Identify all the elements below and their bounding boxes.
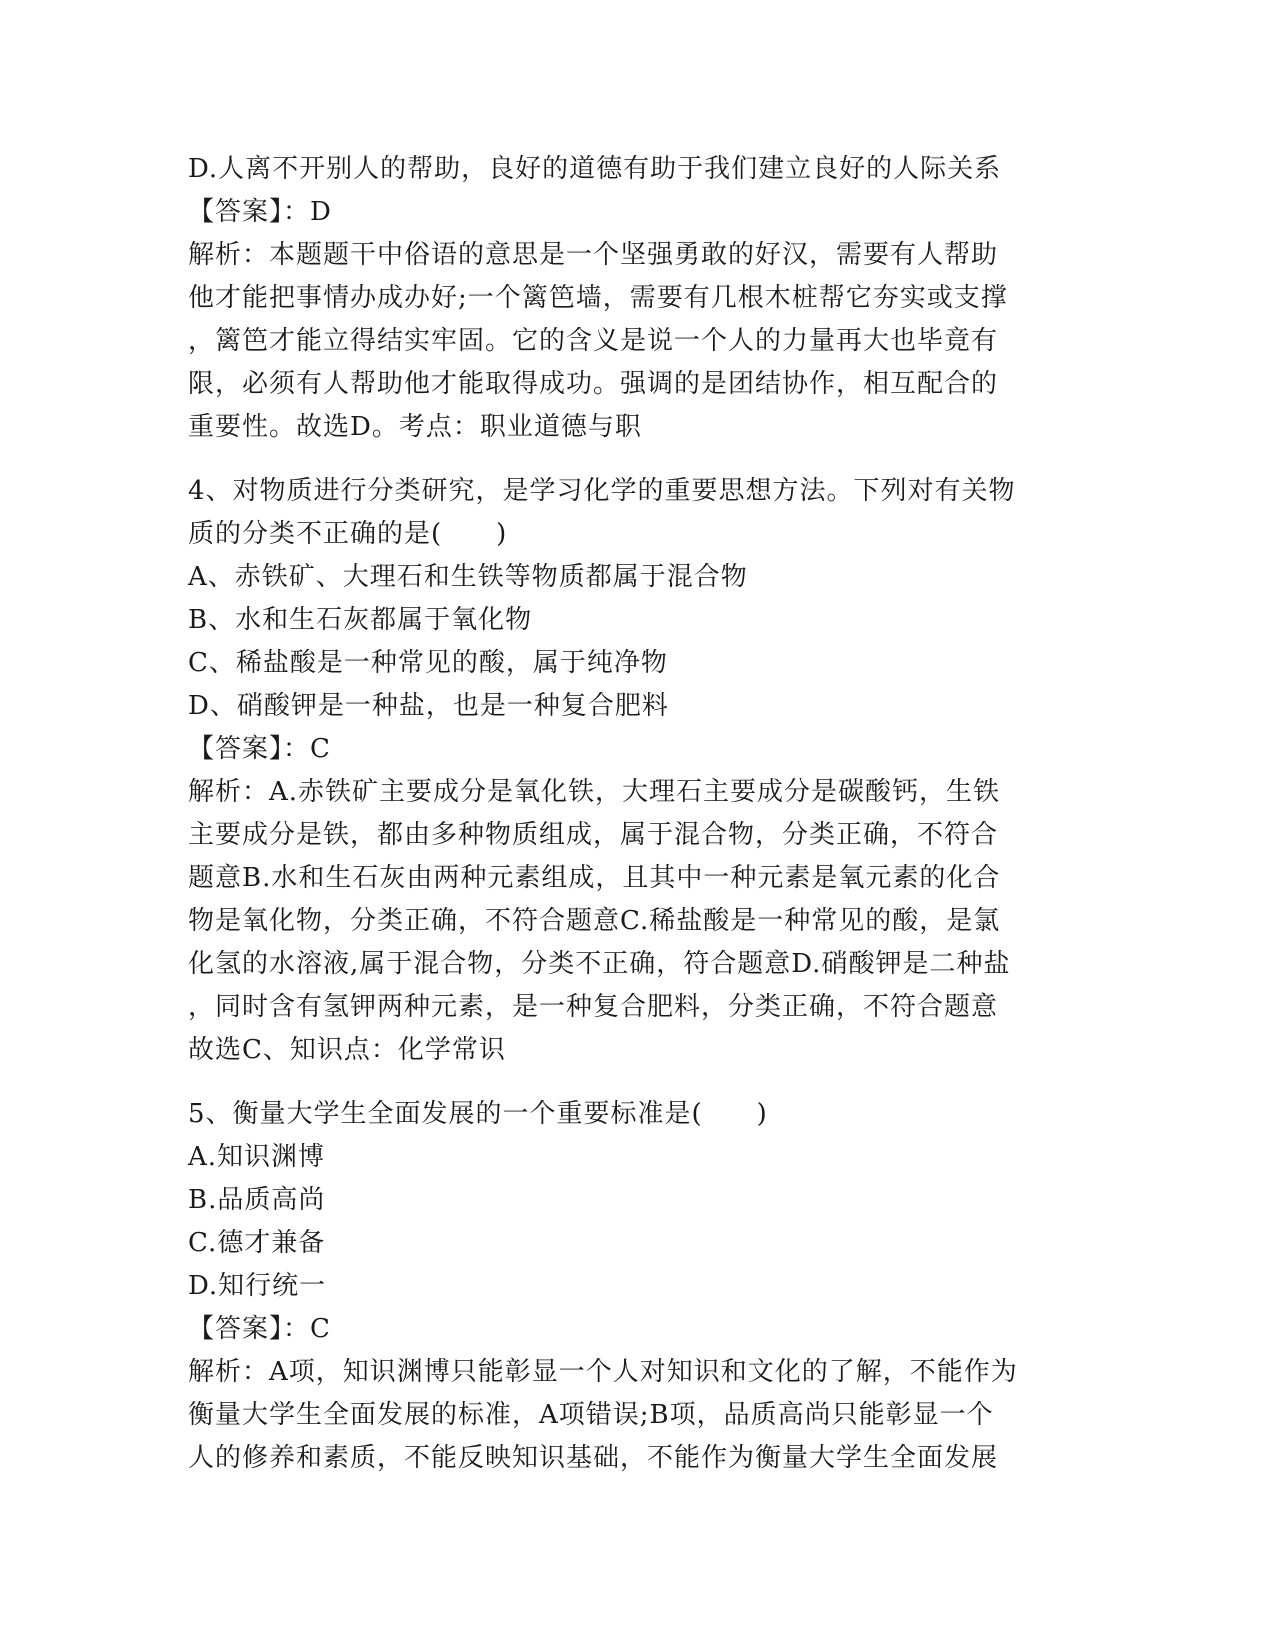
answer-label: 【答案】：C	[188, 734, 331, 764]
option-d: D、硝酸钾是一种盐，也是一种复合肥料	[188, 691, 669, 721]
option-d: D.人离不开别人的帮助，良好的道德有助于我们建立良好的人际关系	[188, 154, 1002, 184]
answer-label: 【答案】：C	[188, 1314, 331, 1344]
option-b: B、水和生石灰都属于氧化物	[188, 605, 533, 635]
document-page	[188, 148, 1088, 1480]
option-a: A.知识渊博	[188, 1142, 326, 1172]
answer-label: 【答案】：D	[188, 197, 332, 227]
analysis-line: 限，必须有人帮助他才能取得成功。强调的是团结协作，相互配合的	[188, 369, 999, 399]
analysis-line: 故选C、知识点：化学常识	[188, 1035, 506, 1065]
analysis-line: 解析：A.赤铁矿主要成分是氧化铁，大理石主要成分是碳酸钙，生铁	[188, 777, 1001, 807]
analysis-line: 解析：本题题干中俗语的意思是一个坚强勇敢的好汉，需要有人帮助	[188, 240, 999, 270]
question-stem: 5、衡量大学生全面发展的一个重要标准是( )	[188, 1099, 768, 1129]
option-b: B.品质高尚	[188, 1185, 326, 1215]
paragraph-gap	[188, 449, 1088, 470]
question-4	[188, 470, 1088, 1072]
analysis-line: ，同时含有氢钾两种元素，是一种复合肥料，分类正确，不符合题意	[188, 992, 999, 1022]
analysis-line: 物是氧化物，分类正确，不符合题意C.稀盐酸是一种常见的酸，是氯	[188, 906, 1001, 936]
option-c: C、稀盐酸是一种常见的酸，属于纯净物	[188, 648, 668, 678]
analysis-line: 衡量大学生全面发展的标准，A项错误;B项，品质高尚只能彰显一个	[188, 1400, 994, 1430]
question-stem: 4、对物质进行分类研究，是学习化学的重要思想方法。下列对有关物	[188, 476, 1016, 506]
analysis-line: 题意B.水和生石灰由两种元素组成，且其中一种元素是氧元素的化合	[188, 863, 1001, 893]
question-5	[188, 1093, 1088, 1480]
option-c: C.德才兼备	[188, 1228, 326, 1258]
analysis-line: ，篱笆才能立得结实牢固。它的含义是说一个人的力量再大也毕竟有	[188, 326, 999, 356]
analysis-line: 人的修养和素质，不能反映知识基础，不能作为衡量大学生全面发展	[188, 1443, 999, 1473]
option-d: D.知行统一	[188, 1271, 327, 1301]
analysis-line: 主要成分是铁，都由多种物质组成，属于混合物，分类正确，不符合	[188, 820, 999, 850]
question-stem: 质的分类不正确的是( )	[188, 519, 508, 549]
analysis-line: 解析：A项，知识渊博只能彰显一个人对知识和文化的了解，不能作为	[188, 1357, 1018, 1387]
paragraph-gap	[188, 1072, 1088, 1093]
question-3-tail	[188, 148, 1088, 449]
analysis-line: 他才能把事情办成办好;一个篱笆墙，需要有几根木桩帮它夯实或支撑	[188, 283, 1008, 313]
analysis-line: 化氢的水溶液,属于混合物，分类不正确，符合题意D.硝酸钾是二种盐	[188, 949, 1011, 979]
analysis-line: 重要性。故选D。考点：职业道德与职	[188, 412, 642, 442]
option-a: A、赤铁矿、大理石和生铁等物质都属于混合物	[188, 562, 748, 592]
